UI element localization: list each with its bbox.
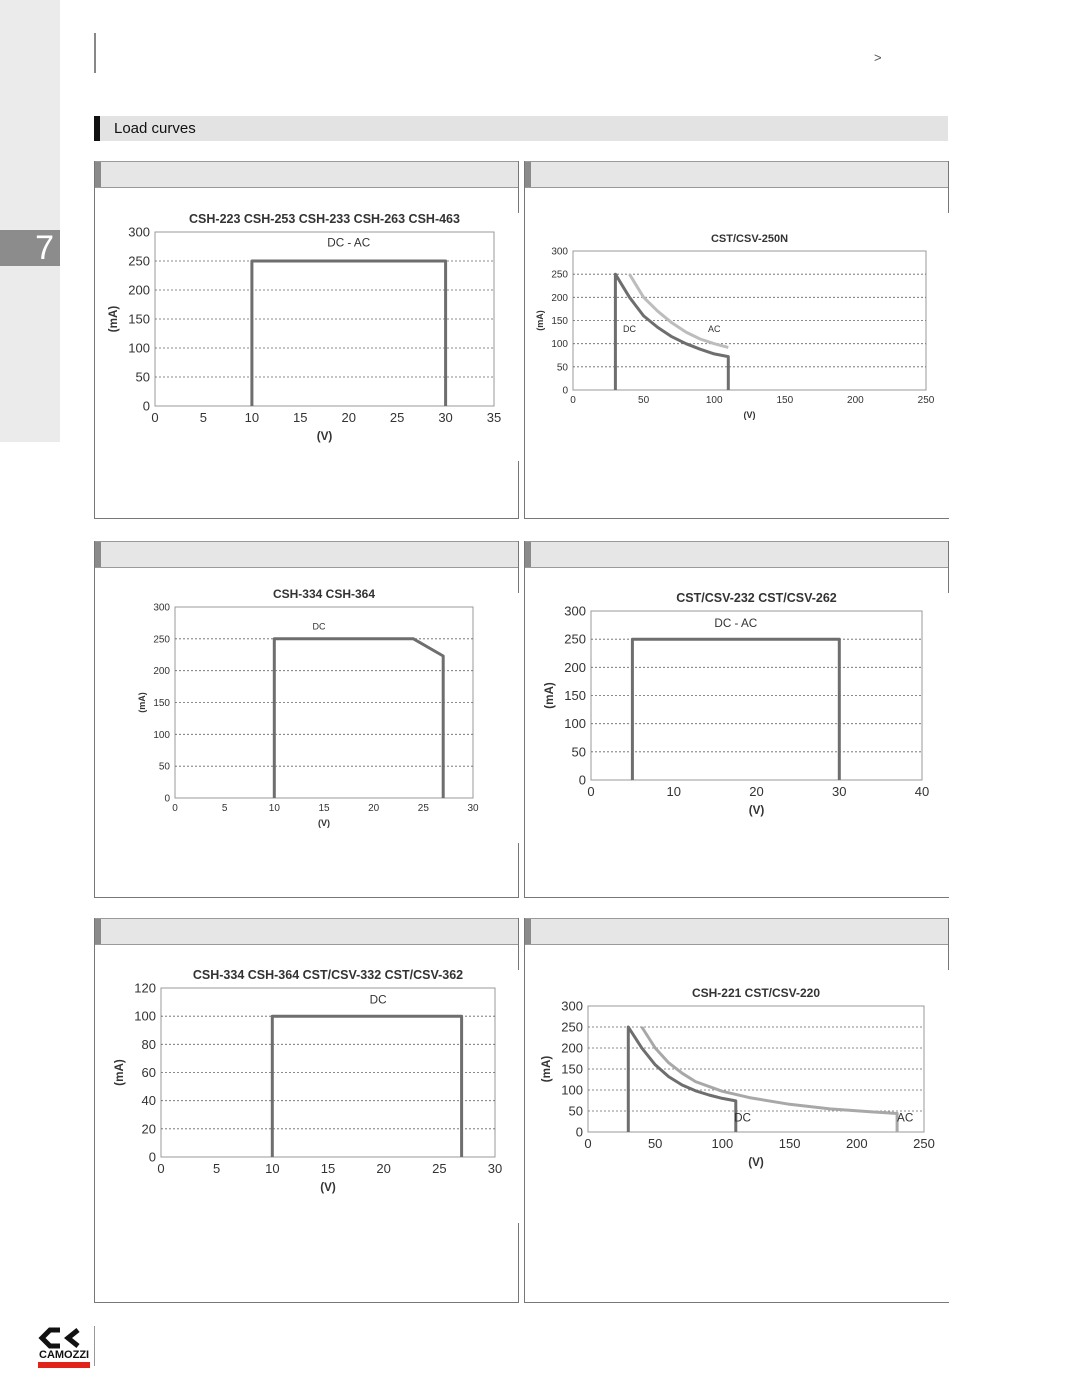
- x-tick-label: 250: [917, 395, 935, 406]
- chart-6: [525, 918, 948, 1218]
- y-tick-label: 150: [128, 311, 150, 327]
- panel-1: [94, 161, 519, 519]
- x-tick-label: 30: [832, 784, 847, 799]
- y-axis-label: (mA): [540, 1055, 554, 1083]
- y-axis-label: (mA): [535, 310, 545, 331]
- y-tick-label: 250: [564, 631, 586, 647]
- plot-area: [161, 988, 495, 1157]
- y-tick-label: 60: [141, 1065, 156, 1081]
- y-tick-label: 80: [141, 1036, 156, 1052]
- y-tick-label: 200: [564, 659, 586, 675]
- series-annotation: DC: [312, 621, 326, 632]
- series-annotation: AC: [897, 1111, 914, 1125]
- y-tick-label: 100: [134, 1008, 156, 1024]
- x-tick-label: 25: [432, 1161, 447, 1176]
- x-tick-label: 10: [265, 1161, 280, 1176]
- y-tick-label: 300: [564, 603, 586, 619]
- y-tick-label: 50: [568, 1103, 583, 1119]
- x-tick-label: 0: [172, 803, 178, 814]
- y-axis-label: (mA): [137, 692, 147, 713]
- x-tick-label: 30: [438, 410, 453, 425]
- x-tick-label: 10: [666, 784, 681, 799]
- chart-3: [95, 541, 518, 841]
- y-tick-label: 120: [134, 980, 156, 996]
- series-annotation: DC - AC: [327, 236, 371, 250]
- x-tick-label: 15: [318, 803, 330, 814]
- x-tick-label: 5: [199, 410, 208, 425]
- x-tick-label: 50: [647, 1136, 663, 1151]
- y-tick-label: 200: [551, 292, 568, 304]
- y-tick-label: 300: [561, 998, 583, 1014]
- series-annotation: DC: [734, 1111, 752, 1125]
- y-tick-label: 100: [564, 716, 586, 732]
- y-tick-label: 50: [158, 761, 170, 773]
- chapter-tab[interactable]: 7: [0, 230, 60, 266]
- x-tick-label: 15: [320, 1161, 336, 1176]
- panel-right-edge: [948, 161, 949, 213]
- y-tick-label: 100: [153, 729, 170, 741]
- chart-title: CSH-334 CSH-364 CST/CSV-332 CST/CSV-362: [192, 968, 464, 982]
- chart-title: CST/CSV-250N: [710, 233, 789, 245]
- x-tick-label: 200: [847, 395, 864, 406]
- chart-2: [525, 161, 948, 461]
- x-tick-label: 30: [467, 803, 479, 814]
- x-tick-label: 20: [368, 803, 380, 814]
- x-tick-label: 20: [341, 410, 356, 425]
- x-axis-label: (V): [748, 1156, 764, 1169]
- y-tick-label: 50: [135, 369, 150, 385]
- header-rule: [94, 33, 96, 73]
- series-annotation: DC: [369, 993, 387, 1007]
- x-tick-label: 15: [293, 410, 308, 425]
- x-axis-label: (V): [318, 818, 330, 828]
- y-tick-label: 200: [153, 666, 170, 678]
- x-axis-label: (V): [316, 430, 333, 443]
- series-annotation: DC: [622, 324, 636, 335]
- series-annotation: AC: [707, 324, 721, 335]
- panel-4: [524, 541, 949, 898]
- y-tick-label: 250: [561, 1019, 583, 1035]
- x-tick-label: 30: [487, 1161, 503, 1176]
- x-tick-label: 0: [587, 784, 595, 799]
- y-tick-label: 0: [562, 385, 568, 397]
- panel-right-edge: [948, 918, 949, 970]
- x-tick-label: 150: [778, 1136, 801, 1151]
- y-axis-label: (mA): [113, 1059, 127, 1086]
- x-tick-label: 0: [151, 410, 159, 425]
- footer-rule: [94, 1326, 95, 1366]
- panel-right-edge: [518, 161, 519, 213]
- x-tick-label: 20: [749, 784, 764, 799]
- y-tick-label: 300: [128, 224, 150, 240]
- x-axis-label: (V): [320, 1181, 336, 1194]
- panel-3: [94, 541, 519, 898]
- y-tick-label: 40: [141, 1093, 156, 1109]
- x-tick-label: 50: [638, 395, 650, 406]
- y-axis-label: (mA): [107, 305, 121, 333]
- x-tick-label: 5: [221, 803, 228, 814]
- series-annotation: DC - AC: [714, 616, 758, 630]
- x-tick-label: 0: [584, 1136, 592, 1151]
- x-tick-label: 25: [389, 410, 405, 425]
- x-tick-label: 0: [157, 1161, 165, 1176]
- y-tick-label: 150: [551, 316, 568, 327]
- next-page-arrow[interactable]: >: [874, 50, 882, 65]
- y-tick-label: 200: [561, 1040, 583, 1056]
- y-tick-label: 0: [142, 398, 150, 414]
- brand-bar: [38, 1362, 90, 1368]
- chart-title: CSH-221 CST/CSV-220: [691, 986, 821, 1000]
- x-tick-label: 100: [711, 1136, 734, 1151]
- y-tick-label: 0: [148, 1149, 156, 1165]
- panel-right-edge: [518, 1223, 519, 1303]
- x-tick-label: 150: [776, 395, 794, 406]
- y-tick-label: 300: [153, 602, 170, 614]
- y-axis-label: (mA): [543, 682, 557, 709]
- x-tick-label: 25: [417, 803, 429, 814]
- panel-right-edge: [518, 461, 519, 519]
- section-bar: [94, 116, 948, 141]
- panel-right-edge: [518, 918, 519, 970]
- panel-right-edge: [948, 541, 949, 593]
- chart-title: CSH-334 CSH-364: [272, 587, 376, 601]
- x-tick-label: 0: [570, 395, 576, 406]
- y-tick-label: 20: [141, 1121, 156, 1137]
- panel-right-edge: [518, 541, 519, 593]
- y-tick-label: 150: [561, 1061, 583, 1077]
- brand-name: CAMOZZI: [39, 1349, 90, 1361]
- y-tick-label: 150: [564, 688, 586, 704]
- y-tick-label: 250: [153, 634, 170, 646]
- x-tick-label: 10: [244, 410, 260, 425]
- y-tick-label: 150: [153, 698, 170, 709]
- y-tick-label: 100: [128, 340, 150, 356]
- x-tick-label: 5: [213, 1161, 221, 1176]
- x-tick-label: 40: [914, 784, 930, 799]
- x-tick-label: 35: [486, 410, 502, 425]
- side-strip: [0, 0, 60, 442]
- panel-2: [524, 161, 949, 519]
- y-tick-label: 250: [128, 253, 150, 269]
- y-tick-label: 100: [561, 1082, 583, 1098]
- x-tick-label: 10: [268, 803, 280, 814]
- y-tick-label: 50: [571, 744, 586, 760]
- x-tick-label: 250: [913, 1136, 935, 1151]
- y-tick-label: 0: [575, 1124, 583, 1140]
- chart-1: [95, 161, 518, 461]
- camozzi-logo: [38, 1326, 90, 1370]
- x-tick-label: 200: [845, 1136, 868, 1151]
- y-tick-label: 250: [551, 269, 568, 281]
- y-tick-label: 0: [164, 793, 170, 805]
- x-axis-label: (V): [743, 410, 756, 420]
- panel-5: [94, 918, 519, 1303]
- x-tick-label: 20: [376, 1161, 391, 1176]
- y-tick-label: 0: [578, 772, 586, 788]
- panel-right-edge: [518, 843, 519, 898]
- chart-4: [525, 541, 948, 841]
- x-tick-label: 100: [705, 395, 723, 406]
- y-tick-label: 100: [551, 339, 568, 351]
- chart-title: CST/CSV-232 CST/CSV-262: [676, 591, 837, 605]
- panel-6: [524, 918, 949, 1303]
- y-tick-label: 300: [551, 246, 568, 258]
- chart-title: CSH-223 CSH-253 CSH-233 CSH-263 CSH-463: [189, 212, 460, 226]
- y-tick-label: 200: [128, 282, 150, 298]
- section-accent: [94, 116, 100, 141]
- chart-5: [95, 918, 518, 1218]
- section-title: Load curves: [114, 120, 196, 137]
- x-axis-label: (V): [748, 804, 765, 817]
- y-tick-label: 50: [556, 362, 568, 374]
